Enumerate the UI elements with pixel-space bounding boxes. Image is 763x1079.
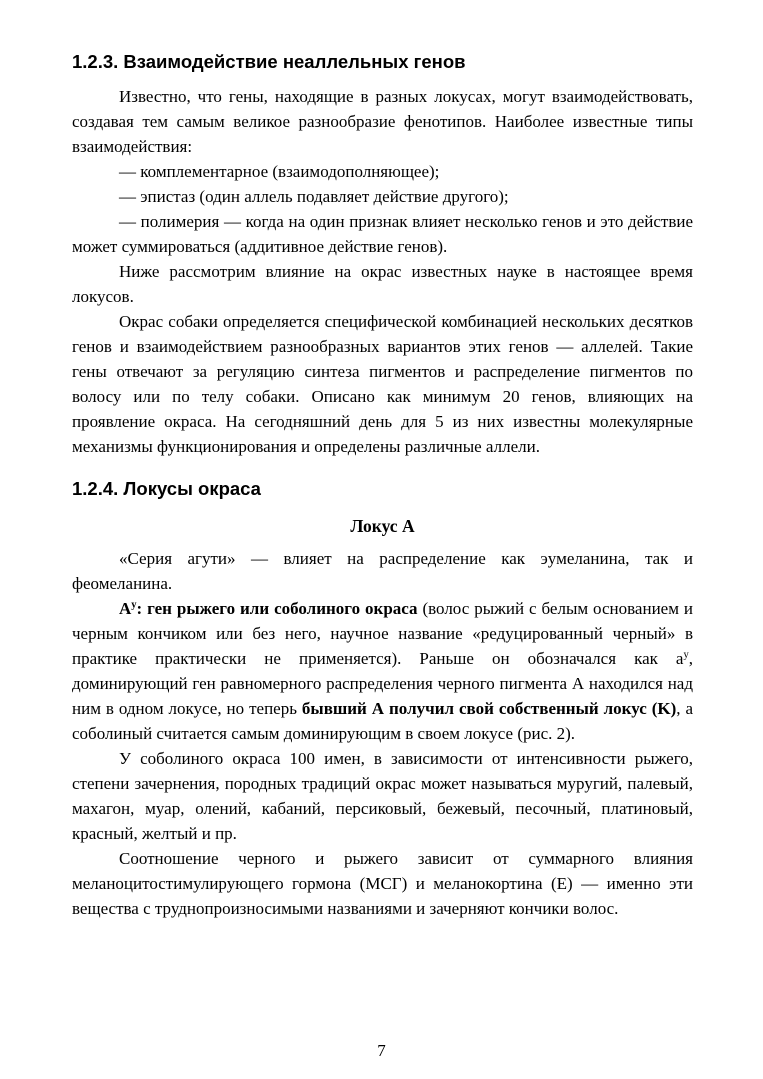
paragraph-agouti-series: «Серия агути» — влияет на распределение как эумеланина, так и феомеланина. xyxy=(72,549,693,593)
paragraph-sable-names: У соболиного окраса 100 имен, в зависимости от интенсивности рыжего, степени зачернения, породных традиций окрас может называться муругий, палевый, махагон, муар, олений, кабаний, персиковый, бежевый, песочный, платиновый, красный, желтый и пр. xyxy=(72,749,693,843)
paragraph-black-red-ratio: Соотношение черного и рыжего зависит от суммарного влияния меланоцитостимулирующего гормона (МСГ) и меланокортина (Е) — именно эти вещества с труднопроизносимыми названиями и зачерняют кончики волос. xyxy=(72,849,693,918)
content-blocks xyxy=(72,50,693,921)
paragraph-ay-gene: $А^у$: ген рыжего или соболиного окраса (волос рыжий с белым основанием и черным кончиком или без него, научное название «редуцированный черный» в практике практически не применяется). Раньше он обозначался как $а^у$, доминирующий ген равномерного распределения черного пигмента А находился над ним в одном локусе, но теперь бывший А получил свой собственный локус (K), а соболиный считается самым доминирующим в своем локусе (рис. 2). xyxy=(72,599,693,743)
paragraph-coat-color: Окрас собаки определяется специфической комбинацией нескольких десятков генов и взаимодействием разнообразных вариантов этих генов — аллелей. Такие гены отвечают за регуляцию синтеза пигментов и распределение пигментов по волосу или по телу собаки. Описано как минимум 20 генов, влияющих на проявление окраса. На сегодняшний день для 5 из них известны молекулярные механизмы функционирования и определены различные аллели. xyxy=(72,312,693,456)
paragraph-intro: Известно, что гены, находящие в разных локусах, могут взаимодействовать, создавая тем самым великое разнообразие фенотипов. Наиболее известные типы взаимодействия: xyxy=(72,87,693,156)
paragraph-below-note: Ниже рассмотрим влияние на окрас известных науке в настоящее время локусов. xyxy=(72,262,693,306)
list-item-polymeria: — полимерия — когда на один признак влияет несколько генов и это действие может суммироваться (аддитивное действие генов). xyxy=(72,212,693,256)
heading-1-2-4: 1.2.4. Локусы окраса xyxy=(72,478,261,499)
locus-a-heading: Локус А xyxy=(350,516,415,536)
page-footer xyxy=(0,1038,763,1063)
list-item-complementary: — комплементарное (взаимодополняющее); xyxy=(119,162,440,181)
page-number: 7 xyxy=(377,1041,386,1060)
list-item-epistasis: — эпистаз (один аллель подавляет действие другого); xyxy=(119,187,509,206)
heading-1-2-3: 1.2.3. Взаимодействие неаллельных генов xyxy=(72,51,466,72)
